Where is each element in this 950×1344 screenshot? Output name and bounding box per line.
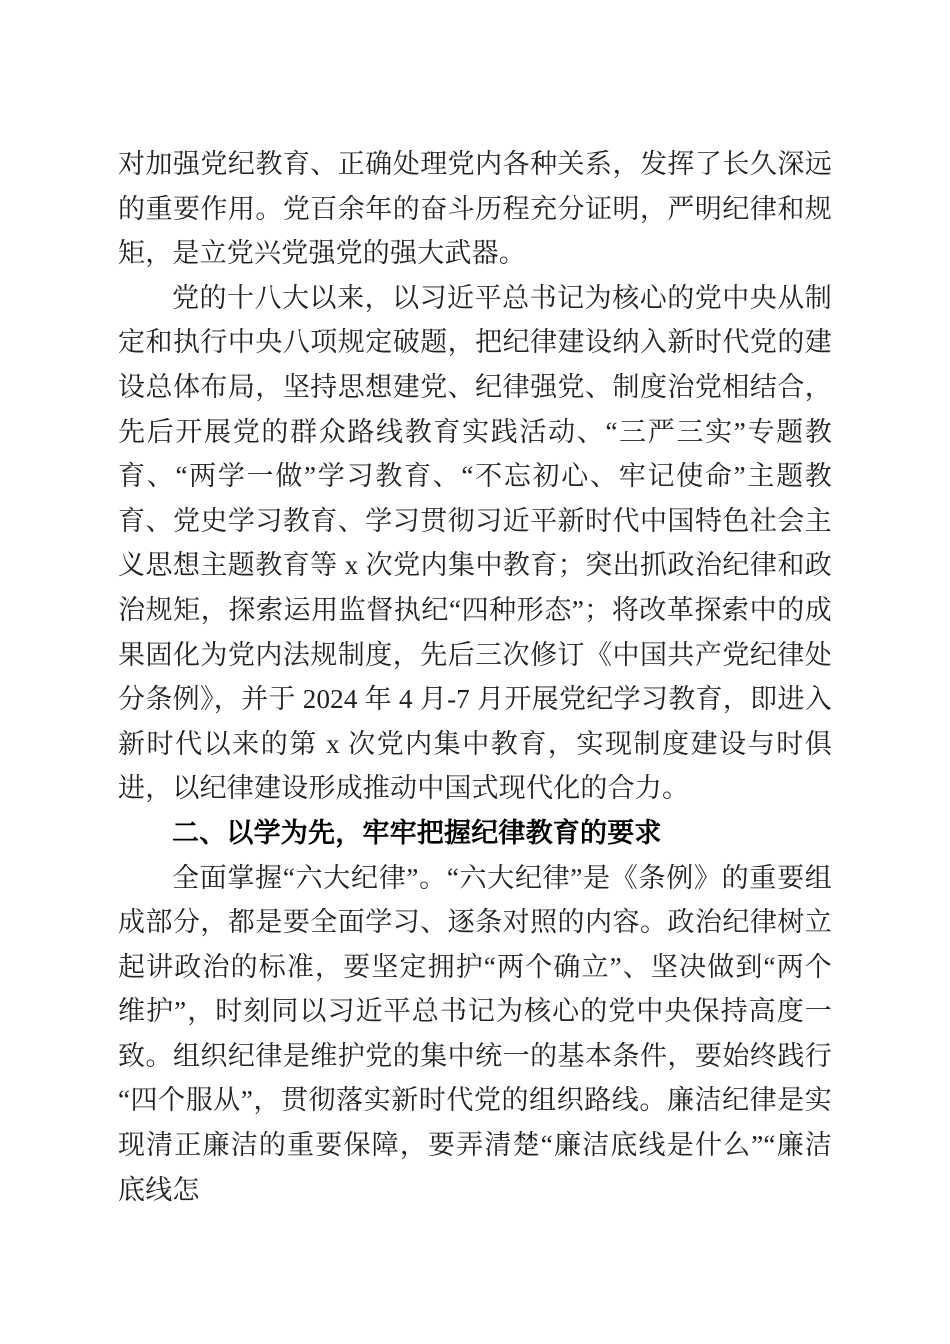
document-text-block	[118, 142, 832, 1212]
paragraph-since-18th-congress: 党的十八大以来，以习近平总书记为核心的党中央从制定和执行中央八项规定破题，把纪律建设纳入新时代党的建设总体布局，坚持思想建党、纪律强党、制度治党相结合，先后开展党的群众路线教育实践活动、“三严三实”专题教育、“两学一做”学习教育、“不忘初心、牢记使命”主题教育、党史学习教育、学习贯彻习近平新时代中国特色社会主义思想主题教育等 x 次党内集中教育；突出抓政治纪律和政治规矩，探索运用监督执纪“四种形态”；将改革探索中的成果固化为党内法规制度，先后三次修订《中国共产党纪律处分条例》，并于 2024 年 4 月-7 月开展党纪学习教育，即进入新时代以来的第 x 次党内集中教育，实现制度建设与时俱进，以纪律建设形成推动中国式现代化的合力。	[118, 282, 832, 804]
section-heading-2: 二、以学为先，牢牢把握纪律教育的要求	[172, 817, 662, 848]
paragraph-discipline-conclusion: 对加强党纪教育、正确处理党内各种关系，发挥了长久深远的重要作用。党百余年的奋斗历程充分证明，严明纪律和规矩，是立党兴党强党的强大武器。	[118, 149, 832, 269]
paragraph-six-disciplines: 全面掌握“六大纪律”。“六大纪律”是《条例》的重要组成部分，都是要全面学习、逐条对照的内容。政治纪律树立起讲政治的标准，要坚定拥护“两个确立”、坚决做到“两个维护”，时刻同以习近平总书记为核心的党中央保持高度一致。组织纪律是维护党的集中统一的基本条件，要始终践行“四个服从”，贯彻落实新时代党的组织路线。廉洁纪律是实现清正廉洁的重要保障，要弄清楚“廉洁底线是什么”“廉洁底线怎	[118, 862, 832, 1205]
